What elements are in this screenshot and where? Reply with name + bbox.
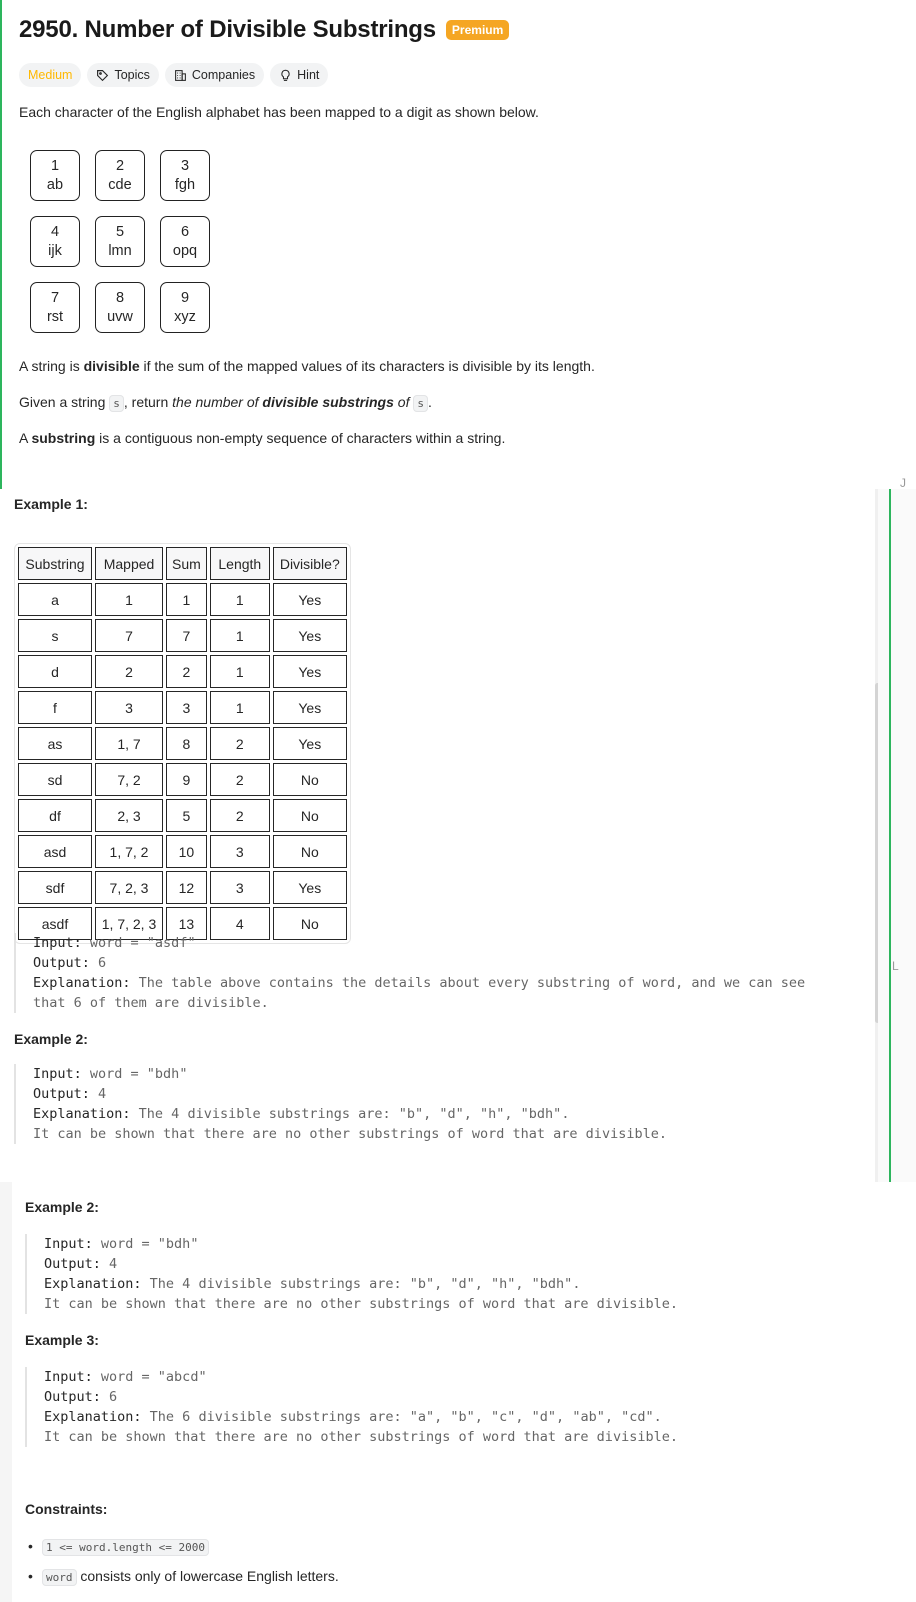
table-cell: No [273, 799, 347, 832]
table-cell: 2 [210, 799, 270, 832]
table-cell: asd [18, 835, 92, 868]
table-cell: 3 [210, 835, 270, 868]
keypad-key: 3 fgh [160, 150, 210, 201]
table-header: Length [210, 547, 270, 580]
table-cell: 1 [210, 619, 270, 652]
table-cell: sd [18, 763, 92, 796]
table-cell: as [18, 727, 92, 760]
keypad-key: 2 cde [95, 150, 145, 201]
table-cell: 1 [95, 583, 163, 616]
table-cell: Yes [273, 583, 347, 616]
constraint-item: • word consists only of lowercase English letters. [26, 1568, 339, 1584]
table-cell: 2 [210, 763, 270, 796]
table-row [18, 727, 347, 760]
table-row [18, 763, 347, 796]
keypad-key: 7 rst [30, 282, 80, 333]
keypad-key: 1 ab [30, 150, 80, 201]
premium-badge: Premium [446, 20, 509, 40]
table-header-row [18, 547, 347, 580]
table-cell: 1, 7, 2 [95, 835, 163, 868]
table-cell: No [273, 763, 347, 796]
table-header: Sum [166, 547, 207, 580]
table-cell: asdf [18, 907, 92, 940]
constraint-item: • 1 <= word.length <= 2000 [26, 1538, 339, 1554]
tag-icon [96, 69, 109, 82]
topics-label: Topics [114, 68, 150, 82]
table-header: Divisible? [273, 547, 347, 580]
substring-table [14, 543, 351, 944]
table-cell: 7 [95, 619, 163, 652]
table-cell: 8 [166, 727, 207, 760]
table-row [18, 619, 347, 652]
examples-continued [0, 1182, 916, 1602]
topics-tag[interactable] [87, 63, 158, 87]
problem-title[interactable]: 2950. Number of Divisible Substrings [19, 16, 436, 43]
table-cell: 2 [166, 655, 207, 688]
keypad-key: 8 uvw [95, 282, 145, 333]
table-cell: Yes [273, 655, 347, 688]
table-cell: f [18, 691, 92, 724]
phone-keypad [30, 150, 210, 333]
table-cell: 7, 2, 3 [95, 871, 163, 904]
table-cell: 3 [166, 691, 207, 724]
table-row [18, 835, 347, 868]
keypad-key: 6 opq [160, 216, 210, 267]
divisible-definition: A string is divisible if the sum of the mapped values of its characters is divisible by its length. [19, 358, 595, 374]
table-cell: Yes [273, 871, 347, 904]
keypad-key: 9 xyz [160, 282, 210, 333]
table-cell: 1, 7 [95, 727, 163, 760]
table-cell: 9 [166, 763, 207, 796]
substring-definition: A substring is a contiguous non-empty sequence of characters within a string. [19, 430, 506, 446]
table-cell: 7, 2 [95, 763, 163, 796]
table-cell: 10 [166, 835, 207, 868]
table-cell: df [18, 799, 92, 832]
table-row [18, 655, 347, 688]
table-cell: 4 [210, 907, 270, 940]
companies-label: Companies [191, 68, 256, 82]
table-cell: 1 [210, 691, 270, 724]
table-cell: s [18, 619, 92, 652]
problem-description-top [0, 0, 916, 489]
table-cell: 1, 7, 2, 3 [95, 907, 163, 940]
companies-tag[interactable] [165, 63, 264, 87]
example2-title: Example 2: [14, 1031, 88, 1047]
table-cell: d [18, 655, 92, 688]
example2-io: Input: word = "bdh" Output: 4 Explanation: The 4 divisible substrings are: "b", "d", "h", "bdh". It can be shown that there are no other substrings of word that are divisible. [14, 1064, 667, 1144]
table-cell: 1 [210, 583, 270, 616]
example1-io: Input: word = "asdf" Output: 6 Explanation: The table above contains the details about every substring of word, and we can see that 6 of them are divisible. [14, 933, 805, 1013]
keypad-key: 5 lmn [95, 216, 145, 267]
keypad-key: 4 ijk [30, 216, 80, 267]
table-cell: 5 [166, 799, 207, 832]
title-row [19, 16, 509, 44]
editor-panel-edge [878, 476, 916, 1182]
lightbulb-icon [279, 69, 292, 82]
table-cell: Yes [273, 691, 347, 724]
table-cell: 3 [210, 871, 270, 904]
table-cell: Yes [273, 727, 347, 760]
example2-title-repeat: Example 2: [25, 1199, 99, 1215]
example2-io-repeat: Input: word = "bdh" Output: 4 Explanation: The 4 divisible substrings are: "b", "d", "h", "bdh". It can be shown that there are no other substrings of word that are divisible. [25, 1234, 678, 1314]
table-cell: 2, 3 [95, 799, 163, 832]
table-row [18, 691, 347, 724]
hint-tag[interactable] [270, 63, 328, 87]
constraints-title: Constraints: [25, 1501, 108, 1517]
table-cell: Yes [273, 619, 347, 652]
table-cell: a [18, 583, 92, 616]
table-cell: No [273, 835, 347, 868]
table-cell: No [273, 907, 347, 940]
table-header: Substring [18, 547, 92, 580]
table-cell: 2 [210, 727, 270, 760]
problem-tags [19, 63, 328, 87]
table-cell: 12 [166, 871, 207, 904]
table-row [18, 799, 347, 832]
examples-panel [0, 476, 916, 1182]
table-row [18, 583, 347, 616]
side-char-l: L [892, 959, 899, 973]
example1-title: Example 1: [14, 496, 88, 512]
table-header: Mapped [95, 547, 163, 580]
table-cell: 1 [210, 655, 270, 688]
table-cell: 7 [166, 619, 207, 652]
table-row [18, 871, 347, 904]
table-cell: 3 [95, 691, 163, 724]
constraints-list [26, 1538, 339, 1598]
table-cell: 13 [166, 907, 207, 940]
intro-text: Each character of the English alphabet has been mapped to a digit as shown below. [19, 104, 539, 120]
table-cell: sdf [18, 871, 92, 904]
hint-label: Hint [297, 68, 320, 82]
table-cell: 2 [95, 655, 163, 688]
task-statement: Given a string s , return the number of divisible substrings of s . [19, 394, 432, 410]
building-icon [174, 69, 187, 82]
side-char-j: J [900, 476, 906, 490]
example3-title: Example 3: [25, 1332, 99, 1348]
difficulty-tag: Medium [19, 63, 81, 87]
example3-io: Input: word = "abcd" Output: 6 Explanation: The 6 divisible substrings are: "a", "b", "c", "d", "ab", "cd". It can be shown that there are no other substrings of word that are divisible. [25, 1367, 678, 1447]
table-cell: 1 [166, 583, 207, 616]
